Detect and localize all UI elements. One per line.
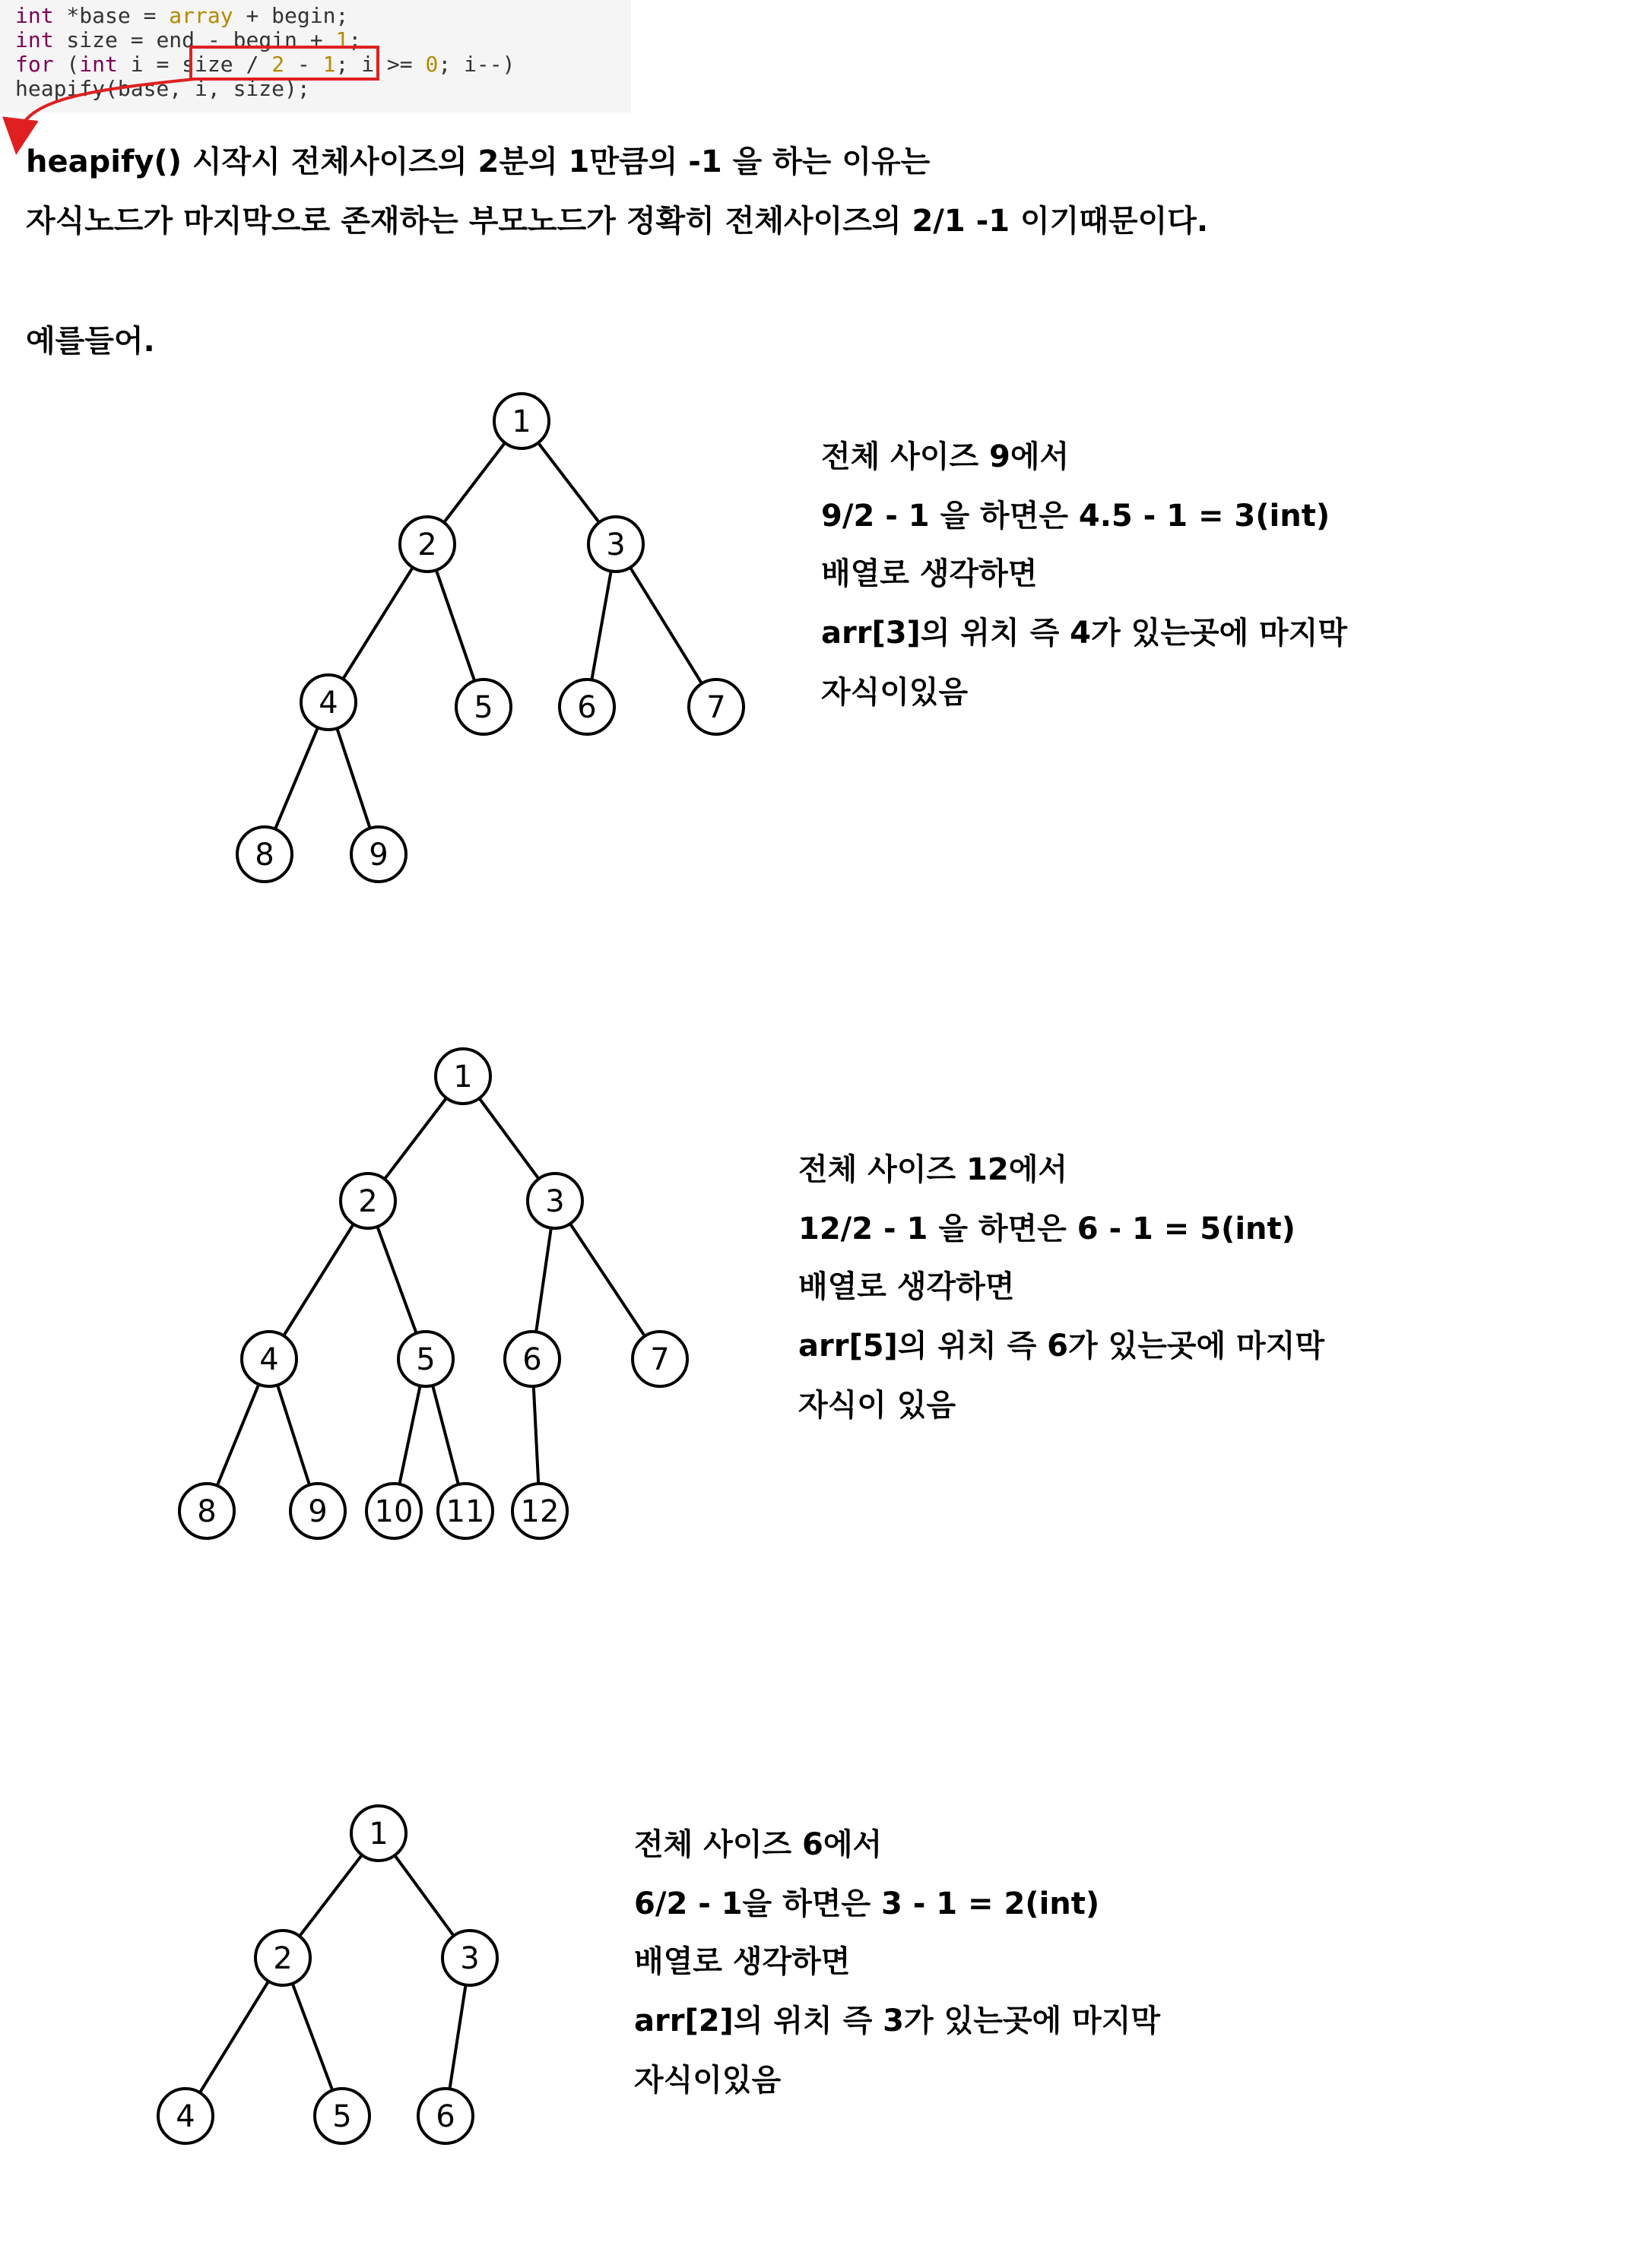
tree-node-label: 5 [332, 2099, 352, 2134]
code-token: size = end - begin + [53, 27, 336, 52]
tree-edge [449, 1985, 465, 2089]
tree-node [689, 679, 744, 734]
tree-node-label: 9 [369, 838, 389, 873]
tree-edge [200, 1981, 268, 2093]
tree-node-label: 3 [460, 1941, 480, 1976]
explanation-line-2: 자식노드가 마지막으로 존재하는 부모노드가 정확히 전체사이즈의 2/1 -1 이기때문이다. [26, 204, 1209, 239]
explanation-line-1: heapify() 시작시 전체사이즈의 2분의 1만큼의 -1 을 하는 이유는 [26, 144, 931, 179]
tree-nodes [237, 394, 744, 882]
tree-example-size-12 [179, 1049, 687, 1538]
example-text-line: 전체 사이즈 6에서 [634, 1827, 883, 1862]
tree-edge [630, 568, 702, 684]
code-line [15, 52, 515, 77]
tree-node [290, 1484, 345, 1538]
tree-node [560, 679, 614, 734]
tree-edge [275, 727, 318, 829]
example-text-line: 배열로 생각하면 [821, 556, 1038, 591]
tree-edge [538, 443, 599, 523]
tree-node-label: 3 [545, 1184, 565, 1219]
tree-node [315, 2089, 369, 2143]
code-token: 1 [322, 52, 336, 77]
tree-node [442, 1931, 497, 1985]
example-text-line: arr[5]의 위치 즉 6가 있는곳에 마지막 [798, 1329, 1324, 1364]
tree-node-label: 1 [512, 404, 531, 439]
tree-node [351, 1806, 406, 1861]
code-token: ( [53, 52, 80, 77]
example-text-line: 6/2 - 1을 하면은 3 - 1 = 2(int) [634, 1886, 1100, 1921]
tree-node-label: 11 [446, 1494, 485, 1529]
tree-edge [337, 728, 369, 828]
tree-node [633, 1332, 687, 1386]
example-text-line: 자식이있음 [821, 675, 969, 710]
tree-node [366, 1484, 421, 1538]
tree-node [494, 394, 549, 448]
code-token: array [169, 3, 233, 28]
tree-node-label: 6 [577, 690, 597, 725]
code-snippet [0, 0, 631, 137]
code-token: for [15, 52, 54, 77]
tree-edges [275, 443, 702, 829]
tree-node [400, 517, 455, 572]
code-token: int [15, 3, 54, 28]
tree-node-label: 9 [308, 1494, 328, 1529]
tree-edge [570, 1224, 645, 1336]
tree-edge [534, 1386, 538, 1484]
tree-node-label: 8 [197, 1494, 217, 1529]
tree-node [505, 1332, 560, 1386]
example-text-size-12 [798, 1152, 1325, 1423]
code-token: ; i--) [438, 52, 515, 77]
tree-node [242, 1332, 297, 1386]
tree-edge [217, 1384, 259, 1485]
code-token: + begin; [233, 3, 349, 28]
tree-node-label: 1 [369, 1817, 389, 1851]
example-text-line: 자식이 있음 [798, 1388, 956, 1423]
tree-node [179, 1484, 234, 1538]
tree-edges [217, 1098, 645, 1486]
example-label: 예를들어. [26, 324, 155, 359]
tree-node [398, 1332, 453, 1386]
code-token: 2 [271, 52, 285, 77]
code-token: *base = [53, 3, 170, 28]
tree-example-size-9 [237, 394, 744, 882]
tree-edge [300, 1855, 362, 1937]
tree-edge [536, 1228, 551, 1332]
code-token: 1 [335, 27, 349, 52]
tree-edge [385, 1098, 446, 1180]
tree-node [436, 1049, 490, 1104]
tree-edge [399, 1386, 420, 1484]
example-text-line: 자식이있음 [634, 2063, 782, 2098]
tree-node-label: 2 [358, 1184, 378, 1219]
tree-node-label: 2 [273, 1941, 293, 1976]
example-text-line: 배열로 생각하면 [798, 1269, 1015, 1304]
tree-edge [444, 443, 505, 523]
tree-node [237, 827, 292, 882]
tree-edge [293, 1984, 333, 2091]
tree-edges [200, 1855, 466, 2093]
example-text-line: arr[2]의 위치 즉 3가 있는곳에 마지막 [634, 2004, 1160, 2038]
code-token: int [79, 52, 118, 77]
tree-nodes [158, 1806, 497, 2143]
code-token: - [284, 52, 323, 77]
code-token: heapify(base, i, size); [15, 76, 310, 101]
tree-node [158, 2089, 213, 2143]
tree-node-label: 5 [416, 1342, 436, 1377]
tree-node-label: 2 [417, 527, 437, 562]
tree-node-label: 12 [520, 1494, 560, 1529]
code-token: int [15, 27, 54, 52]
tree-example-size-6 [158, 1806, 497, 2143]
code-token: 0 [425, 52, 439, 77]
code-token: ; [348, 27, 362, 52]
tree-edge [591, 571, 611, 679]
tree-edge [278, 1385, 309, 1484]
tree-node [418, 2089, 473, 2143]
tree-node [512, 1484, 567, 1538]
example-text-line: 12/2 - 1 을 하면은 6 - 1 = 5(int) [798, 1212, 1296, 1246]
example-text-line: 배열로 생각하면 [634, 1944, 851, 1979]
code-line [15, 27, 361, 52]
tree-node [456, 679, 511, 734]
example-text-line: 전체 사이즈 12에서 [798, 1152, 1067, 1187]
example-text-line: 9/2 - 1 을 하면은 4.5 - 1 = 3(int) [821, 499, 1330, 534]
tree-node-label: 5 [474, 690, 493, 725]
code-token: size / [182, 52, 272, 77]
tree-node-label: 6 [522, 1342, 542, 1377]
tree-edge [284, 1224, 354, 1336]
tree-edge [343, 568, 413, 679]
tree-node-label: 4 [319, 686, 338, 721]
tree-node-label: 4 [176, 2099, 195, 2134]
tree-node-label: 7 [706, 690, 726, 725]
tree-node-label: 8 [255, 838, 274, 873]
tree-node-label: 10 [374, 1494, 414, 1529]
example-text-line: arr[3]의 위치 즉 4가 있는곳에 마지막 [821, 616, 1347, 651]
tree-edge [377, 1227, 416, 1333]
code-line [15, 3, 348, 28]
tree-nodes [179, 1049, 687, 1538]
example-text-size-6 [634, 1827, 1161, 2098]
tree-node-label: 4 [259, 1342, 279, 1377]
tree-node [588, 517, 643, 572]
tree-node-label: 3 [606, 527, 626, 562]
tree-edge [436, 570, 474, 681]
tree-node [341, 1174, 395, 1228]
example-text-size-9 [821, 439, 1348, 710]
example-text-line: 전체 사이즈 9에서 [821, 439, 1070, 474]
tree-node-label: 6 [436, 2099, 455, 2134]
tree-node-label: 7 [650, 1342, 670, 1377]
tree-node [255, 1931, 310, 1985]
tree-edge [395, 1855, 453, 1936]
tree-node [301, 675, 356, 730]
tree-node-label: 1 [453, 1060, 473, 1094]
tree-node [528, 1174, 582, 1228]
tree-node [438, 1484, 493, 1538]
code-token: i = [117, 52, 182, 77]
tree-edge [433, 1386, 458, 1484]
code-token: ; i >= [335, 52, 426, 77]
tree-edge [479, 1098, 538, 1179]
tree-node [351, 827, 406, 882]
